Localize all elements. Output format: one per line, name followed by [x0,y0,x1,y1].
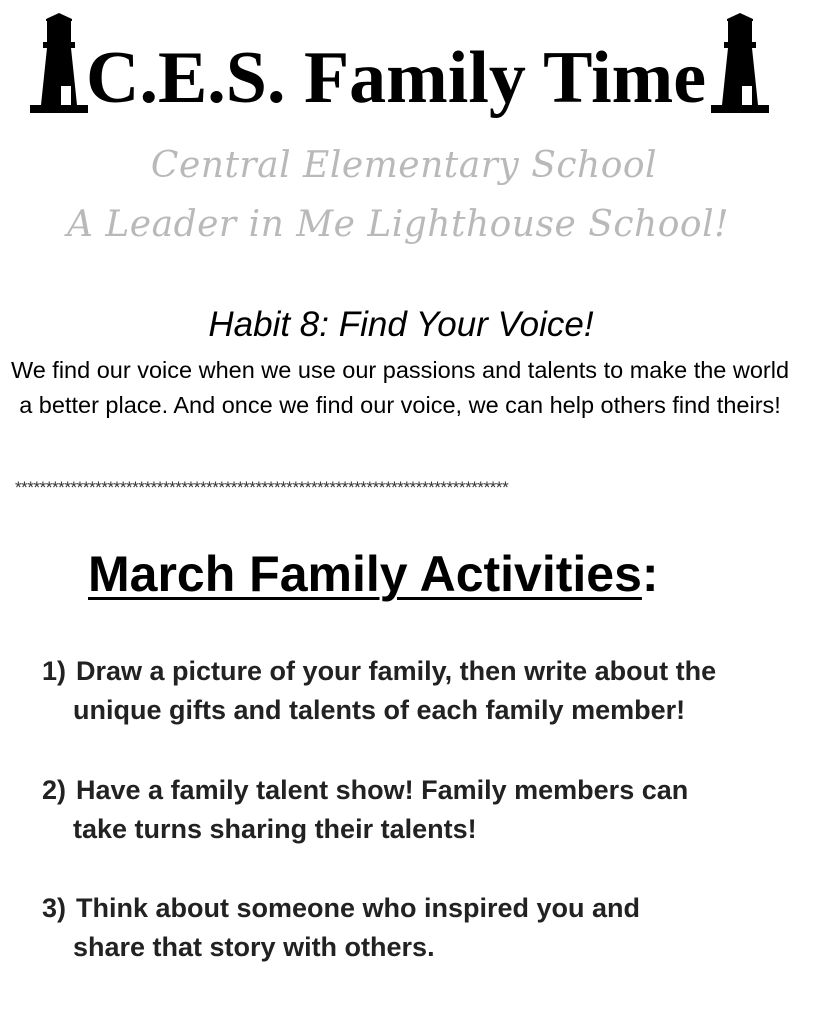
item-text-line2: take turns sharing their talents! [73,814,477,844]
item-number: 3) [42,893,67,923]
asterisk-divider: ******************************************************************************** [15,478,509,497]
item-text-line2: unique gifts and talents of each family member! [73,695,686,725]
list-item [42,889,802,967]
item-number: 1) [42,656,67,686]
section-heading-text: March Family Activities [88,546,642,602]
section-heading [88,542,659,606]
item-text-line1: Have a family talent show! Family members can [76,775,689,805]
school-name: Central Elementary School [150,145,658,186]
habit-description: We find our voice when we use our passions and talents to make the world a better place. And once we find our voice, we can help others find theirs! [10,357,790,418]
school-tagline: A Leader in Me Lighthouse School! [66,204,730,245]
item-text-line1: Draw a picture of your family, then write about the [76,656,717,686]
item-number: 2) [42,775,67,805]
page-title: C.E.S. Family Time [86,37,707,119]
item-text-line1: Think about someone who inspired you and [76,893,641,923]
item-text-line2: share that story with others. [73,932,435,962]
habit-title: Habit 8: Find Your Voice! [208,305,594,344]
section-heading-colon: : [641,546,659,602]
lighthouse-icon [711,13,769,113]
lighthouse-icon [30,13,88,113]
list-item [42,652,802,730]
list-item [42,771,802,849]
header [0,0,832,130]
